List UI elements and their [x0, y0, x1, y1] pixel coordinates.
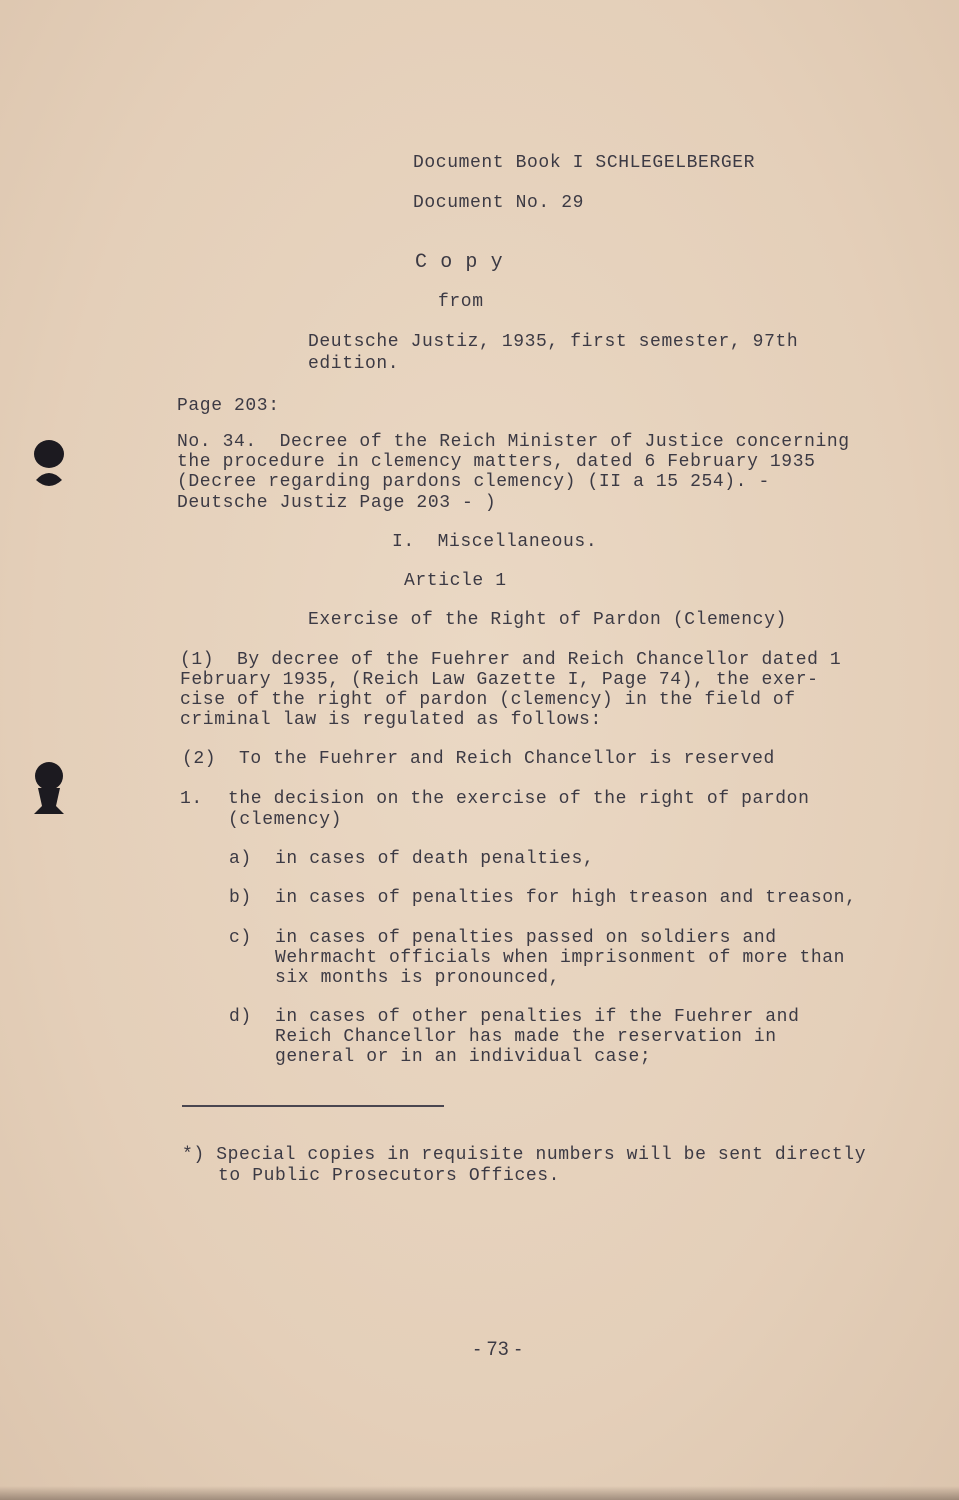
subitem-d-label: d) [229, 1007, 252, 1027]
subitem-a-text: in cases of death penalties, [275, 849, 595, 869]
page-reference: Page 203: [177, 396, 280, 416]
subitem-a-label: a) [229, 849, 252, 869]
copy-heading: C o p y [415, 251, 504, 274]
punch-hole-lower-icon [30, 760, 68, 818]
subitem-c-line-2: Wehrmacht officials when imprisonment of more than [275, 948, 846, 968]
section-heading: I. Miscellaneous. [392, 532, 598, 552]
subitem-c-line-1: in cases of penalties passed on soldiers and [275, 928, 777, 948]
subitem-d-line-3: general or in an individual case; [275, 1047, 652, 1067]
source-line-1: Deutsche Justiz, 1935, first semester, 97th [308, 332, 799, 352]
subitem-d-line-1: in cases of other penalties if the Fuehrer and [275, 1007, 800, 1027]
item-1-line-1: the decision on the exercise of the right of pardon [228, 789, 810, 809]
paragraph-1-line-2: February 1935, (Reich Law Gazette I, Page 74), the exer- [180, 670, 819, 690]
from-label: from [438, 292, 484, 312]
bottom-edge-shadow [0, 1486, 959, 1500]
article-heading: Article 1 [404, 571, 507, 591]
document-book-title: Document Book I SCHLEGELBERGER [413, 153, 756, 173]
decree-line-4: Deutsche Justiz Page 203 - ) [177, 493, 497, 513]
paragraph-1-line-3: cise of the right of pardon (clemency) in the field of [180, 690, 796, 710]
subitem-d-line-2: Reich Chancellor has made the reservation in [275, 1027, 777, 1047]
page-number: - 73 - [474, 1339, 522, 1360]
item-1-number: 1. [180, 789, 203, 809]
paragraph-1-line-1: (1) By decree of the Fuehrer and Reich Chancellor dated 1 [180, 650, 842, 670]
source-line-2: edition. [308, 354, 400, 374]
decree-line-2: the procedure in clemency matters, dated 6 February 1935 [177, 452, 816, 472]
paragraph-2: (2) To the Fuehrer and Reich Chancellor is reserved [182, 749, 775, 769]
subitem-b-text: in cases of penalties for high treason and treason, [275, 888, 857, 908]
item-1-line-2: (clemency) [228, 810, 343, 830]
article-title: Exercise of the Right of Pardon (Clemency) [308, 610, 787, 630]
footnote-line-2: to Public Prosecutors Offices. [218, 1166, 561, 1186]
subitem-c-line-3: six months is pronounced, [275, 968, 561, 988]
document-number: Document No. 29 [413, 193, 585, 213]
paragraph-1-line-4: criminal law is regulated as follows: [180, 710, 602, 730]
subitem-c-label: c) [229, 928, 252, 948]
punch-hole-upper-icon [30, 436, 68, 494]
subitem-b-label: b) [229, 888, 252, 908]
decree-line-1: No. 34. Decree of the Reich Minister of Justice concerning [177, 432, 850, 452]
footnote-line-1: *) Special copies in requisite numbers will be sent directly [182, 1145, 867, 1165]
decree-line-3: (Decree regarding pardons clemency) (II a 15 254). - [177, 472, 770, 492]
footnote-divider [182, 1105, 444, 1107]
